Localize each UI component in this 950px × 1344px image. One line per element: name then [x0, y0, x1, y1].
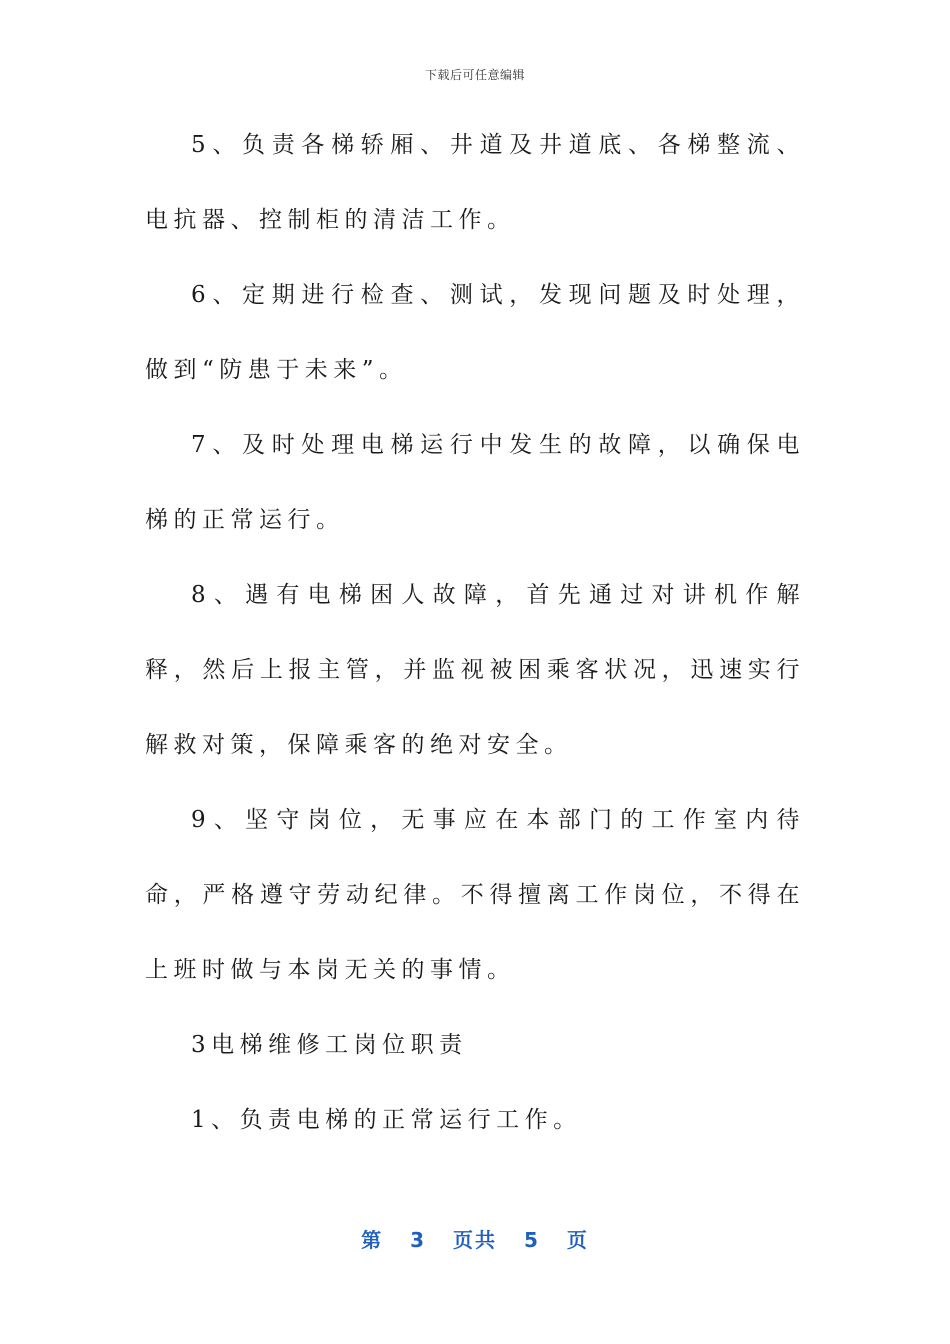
header-note: 下载后可任意编辑	[424, 68, 525, 82]
paragraph-item-7: 7、及时处理电梯运行中发生的故障，以确保电梯的正常运行。	[145, 432, 805, 533]
page-number-footer: 第 3 页共 5 页	[361, 1228, 589, 1252]
paragraph-item-1: 1、负责电梯的正常运行工作。	[191, 1107, 582, 1133]
section-heading: 3电梯维修工岗位职责	[191, 1032, 468, 1058]
document-body	[145, 108, 805, 1158]
paragraph-item-6: 6、定期进行检查、测试，发现问题及时处理，做到“防患于未来”。	[145, 282, 805, 383]
paragraph-item-8: 8、遇有电梯困人故障，首先通过对讲机作解释，然后上报主管，并监视被困乘客状况，迅速实行解救对策，保障乘客的绝对安全。	[145, 582, 805, 758]
paragraph-item-9: 9、坚守岗位，无事应在本部门的工作室内待命，严格遵守劳动纪律。不得擅离工作岗位，不得在上班时做与本岗无关的事情。	[145, 807, 805, 983]
paragraph-item-5: 5、负责各梯轿厢、井道及井道底、各梯整流、电抗器、控制柜的清洁工作。	[145, 132, 805, 233]
